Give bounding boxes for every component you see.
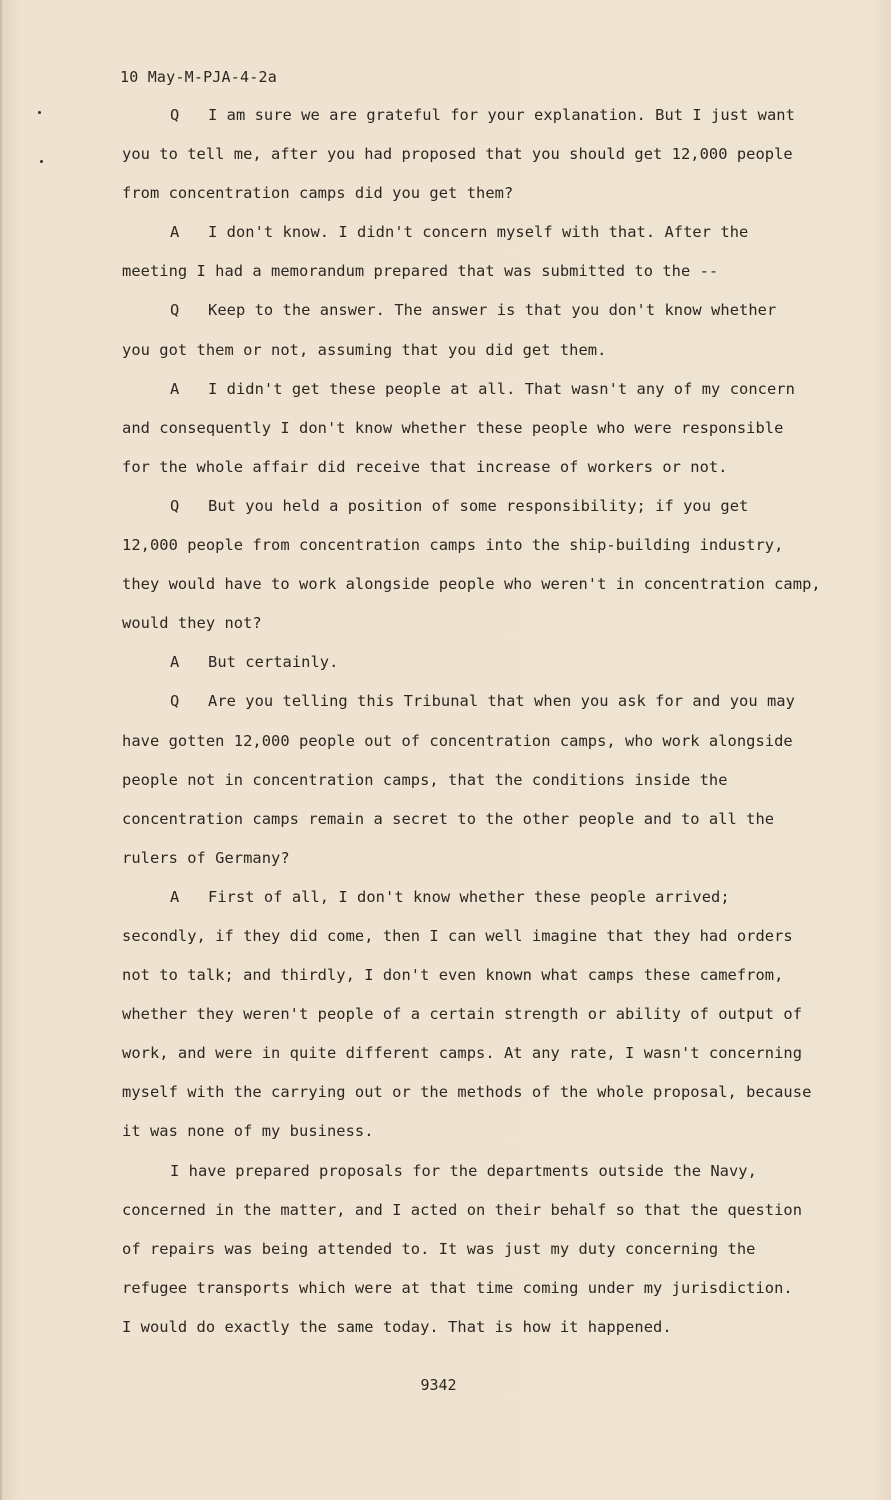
transcript-line [122, 296, 837, 335]
transcript-text: whether they weren't people of a certain strength or ability of output of [122, 1005, 803, 1024]
transcript-line [122, 648, 837, 687]
transcript-text: But you held a position of some responsibility; if you get [208, 496, 749, 515]
transcript-line [122, 336, 837, 375]
transcript-text: for the whole affair did receive that increase of workers or not. [122, 457, 728, 476]
transcript-text: and consequently I don't know whether these people who were responsible [122, 418, 784, 437]
transcript-text: refugee transports which were at that time coming under my jurisdiction. [122, 1278, 793, 1297]
transcript-line [122, 1039, 837, 1078]
transcript-text: I would do exactly the same today. That is how it happened. [122, 1317, 672, 1336]
transcript-line [122, 218, 837, 257]
transcript-line [122, 531, 837, 570]
transcript-line [122, 570, 837, 609]
transcript-text: concentration camps remain a secret to the other people and to all the [122, 809, 775, 828]
question-label: Q [170, 692, 180, 711]
transcript-text: Are you telling this Tribunal that when you ask for and you may [208, 692, 795, 711]
transcript-text: myself with the carrying out or the methods of the whole proposal, because [122, 1083, 812, 1102]
transcript-line [122, 257, 837, 296]
margin-mark [38, 111, 41, 114]
transcript-text: rulers of Germany? [122, 848, 290, 867]
transcript-text: I am sure we are grateful for your explanation. But I just want [208, 106, 795, 124]
transcript-text: work, and were in quite different camps. At any rate, I wasn't concerning [122, 1044, 803, 1063]
answer-label: A [170, 379, 180, 398]
transcript-text: they would have to work alongside people who weren't in concentration camp, [122, 575, 821, 594]
transcript-text: people not in concentration camps, that the conditions inside the [122, 770, 728, 789]
transcript-text: you to tell me, after you had proposed that you should get 12,000 people [122, 145, 793, 164]
transcript-text: secondly, if they did come, then I can well imagine that they had orders [122, 926, 793, 945]
transcript-line [122, 1157, 837, 1196]
transcript-line [122, 179, 837, 218]
transcript-text: concerned in the matter, and I acted on their behalf so that the question [122, 1200, 803, 1219]
transcript-line [122, 1235, 837, 1274]
transcript-text: from concentration camps did you get them? [122, 184, 514, 203]
transcript-text: But certainly. [208, 653, 339, 672]
transcript-line [122, 140, 837, 179]
transcript-line [122, 1313, 837, 1352]
transcript-text: you got them or not, assuming that you did get them. [122, 340, 607, 359]
answer-label: A [170, 887, 180, 906]
transcript-text: it was none of my business. [122, 1122, 374, 1141]
transcript-line [122, 687, 837, 726]
margin-mark [40, 160, 43, 163]
transcript-text: not to talk; and thirdly, I don't even known what camps these camefrom, [122, 966, 784, 985]
transcript-line [122, 805, 837, 844]
transcript-line [122, 101, 837, 140]
transcript-text: would they not? [122, 614, 262, 633]
transcript-line [122, 922, 837, 961]
question-label: Q [170, 301, 180, 320]
transcript-line [122, 609, 837, 648]
question-label: Q [170, 106, 180, 124]
answer-label: A [170, 653, 180, 672]
transcript-line [122, 1000, 837, 1039]
transcript-line [122, 961, 837, 1000]
transcript-line [122, 727, 837, 766]
transcript-line [122, 883, 837, 922]
transcript-line [122, 453, 837, 492]
question-label: Q [170, 496, 180, 515]
transcript-line [122, 414, 837, 453]
transcript-line [122, 1117, 837, 1156]
transcript-line [122, 492, 837, 531]
transcript-line [122, 1078, 837, 1117]
transcript-text: of repairs was being attended to. It was just my duty concerning the [122, 1239, 756, 1258]
transcript-line [122, 1196, 837, 1235]
transcript-text: First of all, I don't know whether these people arrived; [208, 887, 730, 906]
transcript-text: I don't know. I didn't concern myself with that. After the [208, 223, 749, 242]
transcript-text: I didn't get these people at all. That wasn't any of my concern [208, 379, 795, 398]
transcript-text: I have prepared proposals for the departments outside the Navy, [170, 1161, 757, 1180]
document-reference: 10 May-M-PJA-4-2a [120, 68, 277, 86]
transcript-text: 12,000 people from concentration camps into the ship-building industry, [122, 536, 784, 555]
page-number: 9342 [420, 1376, 457, 1394]
transcript-line [122, 844, 837, 883]
transcript-line [122, 766, 837, 805]
transcript-text: meeting I had a memorandum prepared that was submitted to the -- [122, 262, 719, 281]
transcript-text: Keep to the answer. The answer is that you don't know whether [208, 301, 777, 320]
transcript-text: have gotten 12,000 people out of concentration camps, who work alongside [122, 731, 793, 750]
transcript-body [122, 101, 837, 1352]
answer-label: A [170, 223, 180, 242]
transcript-line [122, 1274, 837, 1313]
transcript-line [122, 375, 837, 414]
